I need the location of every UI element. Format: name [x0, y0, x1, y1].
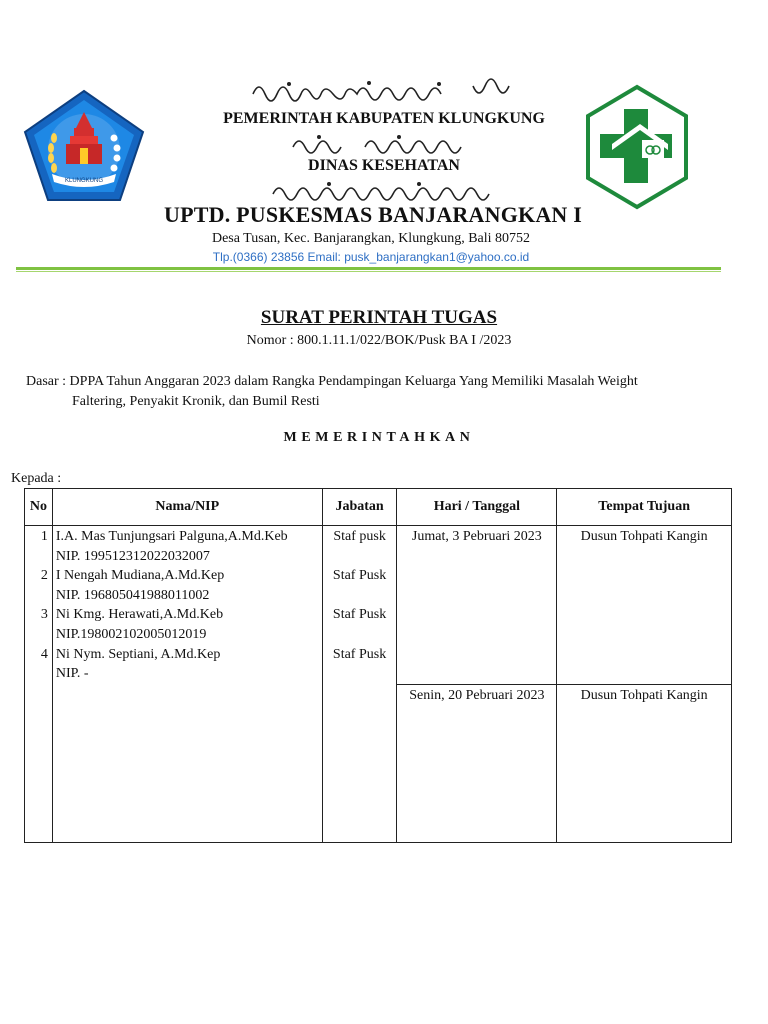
nama-column: [52, 526, 322, 843]
table-body-row: [25, 526, 732, 843]
staff-nip: NIP. -: [55, 666, 89, 682]
tempat-column: [557, 526, 732, 843]
header-hari-tanggal: Hari / Tanggal: [397, 489, 557, 526]
row-no: 2: [40, 568, 48, 584]
row-no: 1: [40, 529, 48, 544]
hari-column: [397, 526, 557, 843]
staff-name: Ni Kmg. Herawati,A.Md.Keb: [55, 607, 224, 623]
header-divider-thin: [16, 271, 721, 272]
schedule-destination: Dusun Tohpati Kangin: [580, 529, 708, 544]
document-title: SURAT PERINTAH TUGAS: [260, 307, 498, 328]
schedule-date: Jumat, 3 Pebruari 2023: [411, 529, 542, 544]
no-column: [25, 526, 53, 843]
dasar-label: Dasar :: [26, 374, 70, 389]
contact-link[interactable]: Tlp.(0366) 23856 Email: pusk_banjarangkan1@yahoo.co.id: [212, 250, 530, 264]
staff-position: Staf pusk: [333, 529, 386, 544]
staff-nip: NIP. 196805041988011002: [55, 587, 210, 603]
institution-address: Desa Tusan, Kec. Banjarangkan, Klungkung, Bali 80752: [211, 231, 531, 246]
row-no: 4: [40, 646, 48, 662]
header-jabatan: Jabatan: [322, 489, 397, 526]
header-divider: [16, 267, 721, 270]
dasar-text-line2: Faltering, Penyakit Kronik, dan Bumil Resti: [72, 394, 320, 409]
jabatan-column: [322, 526, 397, 843]
schedule-date: Senin, 20 Pebruari 2023: [409, 688, 545, 703]
staff-position: Staf Pusk: [332, 568, 387, 584]
staff-name: I Nengah Mudiana,A.Md.Kep: [55, 568, 225, 584]
kepada-label: Kepada :: [11, 471, 62, 486]
memerintahkan-heading: MEMERINTAHKAN: [283, 430, 475, 445]
staff-position: Staf Pusk: [332, 607, 387, 623]
dasar-text-line1: DPPA Tahun Anggaran 2023 dalam Rangka Pendampingan Keluarga Yang Memiliki Masalah Weight: [69, 374, 638, 389]
schedule-destination: Dusun Tohpati Kangin: [580, 688, 708, 703]
assignment-table: [24, 488, 732, 843]
svg-text:KLUNGKUNG: KLUNGKUNG: [64, 178, 104, 184]
document-number: Nomor : 800.1.11.1/022/BOK/Pusk BA I /2023: [246, 333, 512, 348]
table-header-row: [25, 489, 732, 526]
department-name: DINAS KESEHATAN: [308, 157, 460, 174]
staff-name: I.A. Mas Tunjungsari Palguna,A.Md.Keb: [55, 529, 288, 544]
institution-name: UPTD. PUSKESMAS BANJARANGKAN I: [164, 202, 582, 227]
staff-nip: NIP.198002102005012019: [55, 626, 207, 642]
header-no: No: [25, 489, 53, 526]
row-no: 3: [40, 607, 48, 623]
dasar-paragraph: [26, 372, 726, 412]
header-nama-nip: Nama/NIP: [52, 489, 322, 526]
balinese-script-line-1: [0, 76, 768, 110]
staff-nip: NIP. 199512312022032007: [55, 548, 210, 564]
regency-name: PEMERINTAH KABUPATEN KLUNGKUNG: [223, 110, 545, 127]
staff-position: Staf Pusk: [332, 646, 387, 662]
staff-name: Ni Nym. Septiani, A.Md.Kep: [55, 646, 221, 662]
header-tempat-tujuan: Tempat Tujuan: [557, 489, 732, 526]
